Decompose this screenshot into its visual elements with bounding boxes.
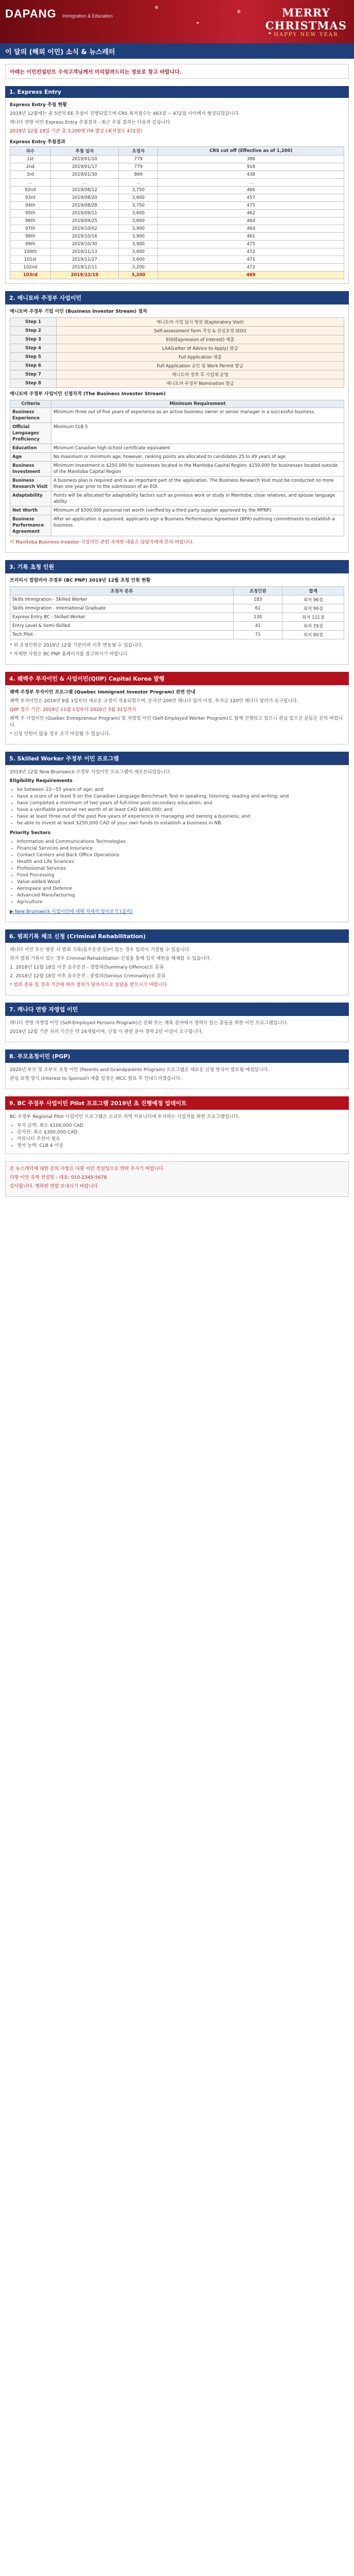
criteria-requirement: Minimum three out of five years of experience as an active business owner or senior manager in a successful business.	[51, 408, 344, 423]
table-cell: Tech Pilot	[10, 631, 234, 639]
section-new-brunswick	[5, 765, 349, 922]
table-cell: 779	[119, 156, 158, 163]
step-description: Self-assessment form 작성 & 관심표명 (EOI)	[57, 327, 344, 335]
criteria-requirement: Minimum CLB 5	[51, 423, 344, 444]
table-header-cell: 합계	[282, 587, 344, 596]
table-cell: 최저 80점	[282, 631, 344, 639]
holiday-greeting	[266, 6, 347, 38]
list-item: • 투자 금액: 최소 $100,000 CAD	[17, 1123, 344, 1129]
table-cell: ...	[119, 179, 158, 187]
table-row	[10, 241, 344, 248]
paragraph: 매니토바 주정부 사업이민 신청자격 (The Business Investor Stream)	[10, 392, 166, 397]
paragraph: BC 주정부 Regional Pilot 사업이민 프로그램은 소규모 지역 커뮤니티에 투자하는 사업자를 위한 프로그램입니다.	[10, 1114, 240, 1120]
section-self-employed	[5, 1016, 349, 1042]
criteria-row	[10, 423, 344, 444]
criteria-requirement: After an application is approved, applicants sign a Business Performance Agreement (BPA) outlining commitments to establish a business.	[51, 515, 344, 536]
table-title: Express Entry 추첨결과	[10, 140, 65, 145]
table-cell: 779	[119, 163, 158, 171]
table-cell: 97th	[10, 225, 51, 233]
criteria-row	[10, 462, 344, 477]
paragraph: 브리티시 컬럼비아 주정부 (BC PNP) 2019년 12월 초청 인원 현황	[10, 578, 151, 583]
section-title: 1. Express Entry	[9, 89, 62, 95]
paragraph: 2020년 부모 및 조부모 초청 이민 (Parents and Grandparents Program) 프로그램은 새로운 신청 방식이 발표될 예정입니다.	[10, 1067, 270, 1073]
table-cell: 95th	[10, 210, 51, 217]
criteria-name: Adaptability	[10, 492, 51, 506]
greeting-line-1: MERRY	[282, 6, 330, 19]
table-cell: 3,600	[119, 256, 158, 264]
table-cell: 최저 96점	[282, 604, 344, 613]
logo-text: DAPANG	[5, 7, 57, 20]
manitoba-steps-table	[10, 317, 344, 388]
table-cell: 2019/10/30	[50, 241, 119, 248]
priority-sectors-list	[10, 839, 344, 906]
table-row	[10, 187, 344, 194]
table-cell: 386	[158, 156, 344, 163]
table-cell: 최저 111점	[282, 613, 344, 622]
table-cell: 99th	[10, 241, 51, 248]
table-cell: 2019/01/17	[50, 163, 119, 171]
table-cell: 475	[158, 241, 344, 248]
footer-line: 다팡 이민 유학 컨설팅 - 대표: 010-2345-5678	[10, 1175, 107, 1180]
table-cell: 183	[234, 596, 282, 604]
paragraph: QIIP 접수 기간: 2019년 11월 1일부터 2020년 3월 31일까지	[10, 707, 136, 713]
header-banner	[0, 0, 354, 43]
table-cell: 2019/01/10	[50, 156, 119, 163]
table-cell: Skills Immigration - International Graduate	[10, 604, 234, 613]
table-cell: ...	[50, 179, 119, 187]
list-item: • be between 22~55 years of age; and	[17, 787, 344, 793]
pilot-items-list	[10, 1123, 344, 1149]
table-cell: 461	[158, 233, 344, 241]
table-cell: 103rd	[10, 272, 51, 279]
table-header-cell: 추첨 일자	[50, 147, 119, 156]
section-title: 4. 퀘벡주 투자이민 & 사업이민(QIIP) Capital Korea 발행	[9, 675, 165, 682]
table-row	[10, 194, 344, 202]
table-cell: 100th	[10, 248, 51, 256]
section-title: 9. BC 주정부 사업이민 Pilot 프로그램 2019년 초 진행예정 업데이트	[9, 1100, 187, 1107]
table-row	[10, 202, 344, 210]
table-cell: 3,600	[119, 210, 158, 217]
step-description: EOI(Expression of Interest) 제출	[57, 335, 344, 344]
table-row	[10, 248, 344, 256]
table-cell: 3,750	[119, 187, 158, 194]
step-number: Step 1	[10, 318, 57, 327]
criteria-name: Official Languages Proficiency	[10, 423, 51, 444]
table-cell: 462	[158, 210, 344, 217]
section-pgp	[5, 1063, 349, 1089]
paragraph: 매니토바 주정부 기업 이민 (Business Investor Stream) 절차	[10, 309, 147, 314]
list-item: • Advanced Manufacturing	[17, 892, 344, 899]
table-cell: 869	[119, 171, 158, 179]
snowflake-icon: ✦	[196, 21, 200, 26]
step-row	[10, 362, 344, 370]
table-cell: Entry Level & Semi-Skilled	[10, 622, 234, 631]
paragraph: Priority Sectors	[10, 831, 51, 836]
paragraph: Express Entry 추첨 현황	[10, 103, 67, 108]
step-number: Step 2	[10, 327, 57, 335]
table-cell: 457	[158, 194, 344, 202]
criteria-name: Business Research Visit	[10, 477, 51, 492]
list-item: • Health and Life Sciences	[17, 859, 344, 866]
criteria-name: Business Experience	[10, 408, 51, 423]
table-cell: 466	[158, 187, 344, 194]
footer-line: 감사합니다. 행복한 연말 보내시기 바랍니다.	[10, 1184, 99, 1189]
section-express-entry	[5, 98, 349, 284]
list-item: • Contact Centers and Back Office Operations	[17, 852, 344, 859]
table-row	[10, 163, 344, 171]
newsletter-title: 이 달의 (해외 이민) 소식 & 뉴스레터	[5, 48, 115, 56]
table-row	[10, 210, 344, 217]
section-title: 2. 매니토바 주정부 사업이민	[9, 295, 82, 301]
step-row	[10, 327, 344, 335]
step-number: Step 3	[10, 335, 57, 344]
snowflake-icon: ❄	[154, 5, 159, 11]
section-title: 3. 기록 초청 인원	[9, 564, 55, 570]
list-item: • Value-added Wood	[17, 879, 344, 886]
paragraph: 2. 2018년 12월 18일 이후 음주운전 - 중범죄(Serious Criminality)로 분류	[10, 974, 166, 979]
table-cell: ...	[158, 179, 344, 187]
table-cell: 130	[234, 613, 282, 622]
table-header-cell: Minimum Requirement	[51, 400, 344, 408]
step-description: 매니토바 정착 후 사업체 운영	[57, 370, 344, 379]
paragraph: 과거 범죄 기록이 있는 경우 Criminal Rehabilitation 신청을 통해 입국 제한을 해제할 수 있습니다.	[10, 956, 211, 961]
paragraph: 2019년 12월 19일 기준 총 3,200명 ITA 발급 (최저점수 472점)	[10, 129, 142, 134]
paragraph: 2019년 12월 기준 처리 기간은 약 24개월이며, 신청 시 관련 분야 경력 2년 이상이 요구됩니다.	[10, 1029, 203, 1035]
table-row	[10, 604, 344, 613]
paragraph: Eligibility Requirements	[10, 778, 73, 784]
notice-box	[5, 64, 349, 79]
paragraph: 이 Manitoba Business Investor 사업이민 관련 자세한 내용은 담당자에게 문의 바랍니다.	[10, 540, 194, 545]
criteria-row	[10, 477, 344, 492]
section-bc-pilot	[5, 1110, 349, 1154]
section-invitations	[5, 573, 349, 665]
table-row	[10, 596, 344, 604]
table-row	[10, 217, 344, 225]
criteria-row	[10, 506, 344, 515]
criteria-requirement: Minimum investment is $250,000 for businesses located in the Manitoba Capital Region; $150,000 for businesses located outside of the Manitoba Capital Region	[51, 462, 344, 477]
footer-line: 본 뉴스레터에 대한 문의 사항은 다팡 이민 컨설팅으로 연락 주시기 바랍니다.	[10, 1166, 165, 1172]
table-row	[10, 156, 344, 163]
list-item: • Agriculture	[17, 899, 344, 906]
section-title: 8. 부모초청이민 (PGP)	[9, 1053, 70, 1060]
paragraph: 1. 2018년 12월 18일 이전 음주운전 - 경범죄(Summary Offence)로 분류	[10, 965, 164, 970]
table-cell: 3,900	[119, 233, 158, 241]
table-cell: 3rd	[10, 171, 51, 179]
step-number: Step 8	[10, 379, 57, 388]
table-cell: 최저 79점	[282, 622, 344, 631]
table-cell: 472	[158, 264, 344, 272]
table-cell: 2019/12/11	[50, 264, 119, 272]
criteria-requirement: Minimum of $500,000 personal net worth (verified by a third party supplier approved by the MPNP).	[51, 506, 344, 515]
step-number: Step 6	[10, 362, 57, 370]
notice-text: 아래는 이민컨설턴트 수석고객님께서 미리알려드리는 정보로 참고 바랍니다.	[10, 70, 182, 75]
table-cell: 2nd	[10, 163, 51, 171]
table-cell: 3,200	[119, 264, 158, 272]
snowflake-icon: ❄	[237, 9, 241, 15]
section-express-entry-head	[5, 86, 349, 98]
table-header-cell: 차수	[10, 147, 51, 156]
paragraph: 퀘벡 투자이민은 2019년 9월 1일부터 새로운 규정이 적용되었으며, 순자산 200만 캐나다 달러 이상, 투자금 120만 캐나다 달러가 요구됩니다.	[10, 699, 298, 704]
paragraph: 관심 표명 양식 (Interest to Sponsor) 제출 일정은 IRCC 발표 후 안내드리겠습니다.	[10, 1076, 182, 1081]
section-criminal	[5, 943, 349, 995]
paragraph: * 자세한 사항은 BC PNP 홈페이지를 참고하시기 바랍니다.	[10, 652, 129, 657]
paragraph: * 신청 인원이 많을 경우 조기 마감될 수 있습니다.	[10, 732, 111, 737]
step-description: LAA(Letter of Advice to Apply) 발급	[57, 344, 344, 353]
section-criminal-head	[5, 929, 349, 943]
section-invitations-head	[5, 560, 349, 573]
table-cell: 93rd	[10, 194, 51, 202]
criteria-row	[10, 492, 344, 506]
step-description: 매니토바 사업 답사 방문 (Exploratory Visit)	[57, 318, 344, 327]
step-row	[10, 370, 344, 379]
table-cell: 438	[158, 171, 344, 179]
criteria-requirement: No maximum or minimum age; however, ranking points are allocated to candidates 25 to 49 years of age	[51, 453, 344, 462]
list-item: • have a verifiable personal net worth of at least CAD $600,000; and	[17, 807, 344, 814]
list-item: • have completed a minimum of two years of full-time post-secondary education; and	[17, 800, 344, 807]
list-item: • 순자산: 최소 $300,000 CAD	[17, 1129, 344, 1136]
criteria-name: Net Worth	[10, 506, 51, 515]
step-row	[10, 344, 344, 353]
manitoba-criteria-table	[10, 400, 344, 536]
bcpnp-invitation-table	[10, 586, 344, 639]
list-item: • Food Processing	[17, 872, 344, 879]
table-cell: 464	[158, 217, 344, 225]
table-cell: 101st	[10, 256, 51, 264]
table-header-cell: 초청자 분류	[10, 587, 234, 596]
step-row	[10, 379, 344, 388]
table-cell: 3,900	[119, 225, 158, 233]
list-item: • 커뮤니티 추천서 필요	[17, 1136, 344, 1143]
table-row	[10, 179, 344, 187]
table-cell: 98th	[10, 233, 51, 241]
step-row	[10, 353, 344, 362]
paragraph: * 범죄 종류 및 경과 기간에 따라 절차가 달라지므로 상담을 받으시기 바랍니다.	[10, 982, 169, 988]
table-cell: 3,900	[119, 241, 158, 248]
step-number: Step 7	[10, 370, 57, 379]
criteria-name: Education	[10, 444, 51, 453]
criteria-requirement: Minimum Canadian high school certificate equivalent	[51, 444, 344, 453]
list-item: • Professional Services	[17, 866, 344, 872]
greeting-line-3: HAPPY NEW YEAR	[274, 32, 339, 38]
table-cell: 918	[158, 163, 344, 171]
logo-subtext: Immigration & Education	[62, 13, 113, 19]
table-cell: Express Entry BC - Skilled Worker	[10, 613, 234, 622]
table-cell: 3,600	[119, 248, 158, 256]
step-description: Full Application 승인 및 Work Permit 발급	[57, 362, 344, 370]
table-cell: 3,600	[119, 194, 158, 202]
table-cell: 2019/12/19	[50, 272, 119, 279]
table-row	[10, 233, 344, 241]
paragraph: 퀘벡 주정부 투자이민 프로그램 (Quebec Immigrant Investor Program) 관련 안내	[10, 690, 196, 695]
criteria-row	[10, 408, 344, 423]
section-quebec-head	[5, 672, 349, 685]
paragraph: 캐나다 이민 또는 방문 시 범죄 기록(음주운전 등)이 있는 경우 입국이 거절될 수 있습니다.	[10, 947, 191, 953]
list-item: • have at least three out of the past five years of experience in managing and owning a business; and	[17, 814, 344, 820]
section-pgp-head	[5, 1049, 349, 1063]
criteria-requirement: A business plan is required and is an important part of the application. The Business Research Visit must be conducted no more than one year prior to the submission of an EOI.	[51, 477, 344, 492]
table-cell: 102nd	[10, 264, 51, 272]
criteria-name: Age	[10, 453, 51, 462]
table-row	[10, 256, 344, 264]
list-item: • have a score of at least 5 on the Canadian Language Benchmark Test in speaking, listening, reading and writing; and	[17, 793, 344, 800]
table-header-cell: 초청인원	[234, 587, 282, 596]
snowflake-icon: ✦	[268, 31, 272, 37]
table-cell: 475	[158, 202, 344, 210]
criteria-requirement: Points will be allocated for adaptability factors such as previous work or study in Manitoba, close relatives, and spouse language ability.	[51, 492, 344, 506]
table-header-cell: 초청자	[119, 147, 158, 156]
table-cell: 2019/10/16	[50, 233, 119, 241]
section-quebec	[5, 685, 349, 744]
section-self-employed-head	[5, 1003, 349, 1016]
table-cell: 1st	[10, 156, 51, 163]
section-manitoba-head	[5, 291, 349, 304]
table-cell: 61	[234, 604, 282, 613]
table-cell: ...	[10, 179, 51, 187]
table-cell: 3,200	[119, 272, 158, 279]
table-header-cell: CRS cut off (Effective as of 1,200)	[158, 147, 344, 156]
list-item: • Information and Communications Technologies	[17, 839, 344, 845]
criteria-name: Business Performance Agreement	[10, 515, 51, 536]
list-item: • Aerospace and Defence	[17, 886, 344, 892]
criteria-row	[10, 515, 344, 536]
criteria-row	[10, 453, 344, 462]
section-title: 5. Skilled Worker 주정부 이민 프로그램	[9, 755, 119, 762]
table-cell: 최저 96점	[282, 596, 344, 604]
table-cell: 96th	[10, 217, 51, 225]
list-item: • Financial Services and Insurance	[17, 845, 344, 852]
table-cell: 71	[234, 631, 282, 639]
section-new-brunswick-head	[5, 752, 349, 765]
table-cell: 3,750	[119, 202, 158, 210]
step-row	[10, 318, 344, 327]
section-bc-pilot-head	[5, 1096, 349, 1110]
table-row	[10, 264, 344, 272]
table-cell: 2019/01/30	[50, 171, 119, 179]
table-cell: 464	[158, 225, 344, 233]
section-title: 7. 캐나다 연방 자영업 이민	[9, 1006, 78, 1013]
table-cell: 2019/11/13	[50, 248, 119, 256]
paragraph: 캐나다 연방 이민 Express Entry 추첨결과 - 최근 추첨 결과는 다음과 같습니다.	[10, 120, 172, 125]
table-cell: 2019/08/28	[50, 202, 119, 210]
step-number: Step 4	[10, 344, 57, 353]
section-manitoba	[5, 304, 349, 553]
table-cell: 2019/11/27	[50, 256, 119, 264]
step-row	[10, 335, 344, 344]
table-cell: Skills Immigration - Skilled Worker	[10, 596, 234, 604]
table-row	[10, 631, 344, 639]
footer-contact	[5, 1161, 349, 1197]
table-cell: 469	[158, 272, 344, 279]
table-cell: 41	[234, 622, 282, 631]
paragraph: * 위 초청인원은 2019년 12월 기준이며 이후 변동될 수 있습니다.	[10, 643, 143, 648]
table-cell: 92nd	[10, 187, 51, 194]
requirements-list	[10, 787, 344, 827]
table-cell: 3,600	[119, 217, 158, 225]
step-description: 매니토바 주정부 Nomination 발급	[57, 379, 344, 388]
list-item: • be able to invest at least $250,000 CAD of your own funds to establish a business in NB.	[17, 820, 344, 827]
criteria-name: Business Investment	[10, 462, 51, 477]
table-header-cell: Criteria	[10, 400, 51, 408]
table-cell: 2019/09/25	[50, 217, 119, 225]
express-entry-table	[10, 146, 344, 279]
table-row	[10, 272, 344, 279]
step-number: Step 5	[10, 353, 57, 362]
table-row	[10, 613, 344, 622]
criteria-row	[10, 444, 344, 453]
table-row	[10, 225, 344, 233]
table-cell: 2019/08/20	[50, 194, 119, 202]
paragraph: 2019년 12월에는 총 5번의 EE 추첨이 진행되었으며 CRS 최저점수는 463점 ~ 472점 사이에서 형성되었습니다.	[10, 111, 240, 116]
paragraph: 퀘벡 주 사업이민 (Quebec Entrepreneur Program) 및 자영업 이민 (Self-Employed Worker Program)도 함께 진행되고 있으니 관심 있으신 분들은 문의 바랍니다.	[10, 716, 343, 728]
table-cell: 2019/09/11	[50, 210, 119, 217]
table-cell: 472	[158, 248, 344, 256]
table-row	[10, 622, 344, 631]
newsletter-titlebar	[0, 43, 354, 59]
table-cell: 471	[158, 256, 344, 264]
table-cell: 2019/08/12	[50, 187, 119, 194]
section-title: 6. 범죄기록 체크 신청 (Criminal Rehabilitation)	[9, 933, 146, 940]
new-brunswick-link[interactable]: ▶ New Brunswick 사업이민에 대해 자세히 알아보기 (클릭)	[10, 909, 133, 914]
table-row	[10, 171, 344, 179]
greeting-line-2: CHRISTMAS	[265, 19, 347, 32]
brand-logo[interactable]	[5, 7, 113, 21]
table-cell: 2019/10/02	[50, 225, 119, 233]
step-description: Full Application 제출	[57, 353, 344, 362]
paragraph: 2019년 12월 New Brunswick 주정부 사업이민 프로그램이 재오픈되었습니다.	[10, 770, 172, 775]
list-item: • 영어 능력: CLB 4 이상	[17, 1143, 344, 1149]
paragraph: 캐나다 연방 자영업 이민 (Self-Employed Persons Program)은 문화 또는 체육 분야에서 경력이 있는 분들을 위한 이민 프로그램입니다.	[10, 1021, 288, 1026]
table-cell: 94th	[10, 202, 51, 210]
